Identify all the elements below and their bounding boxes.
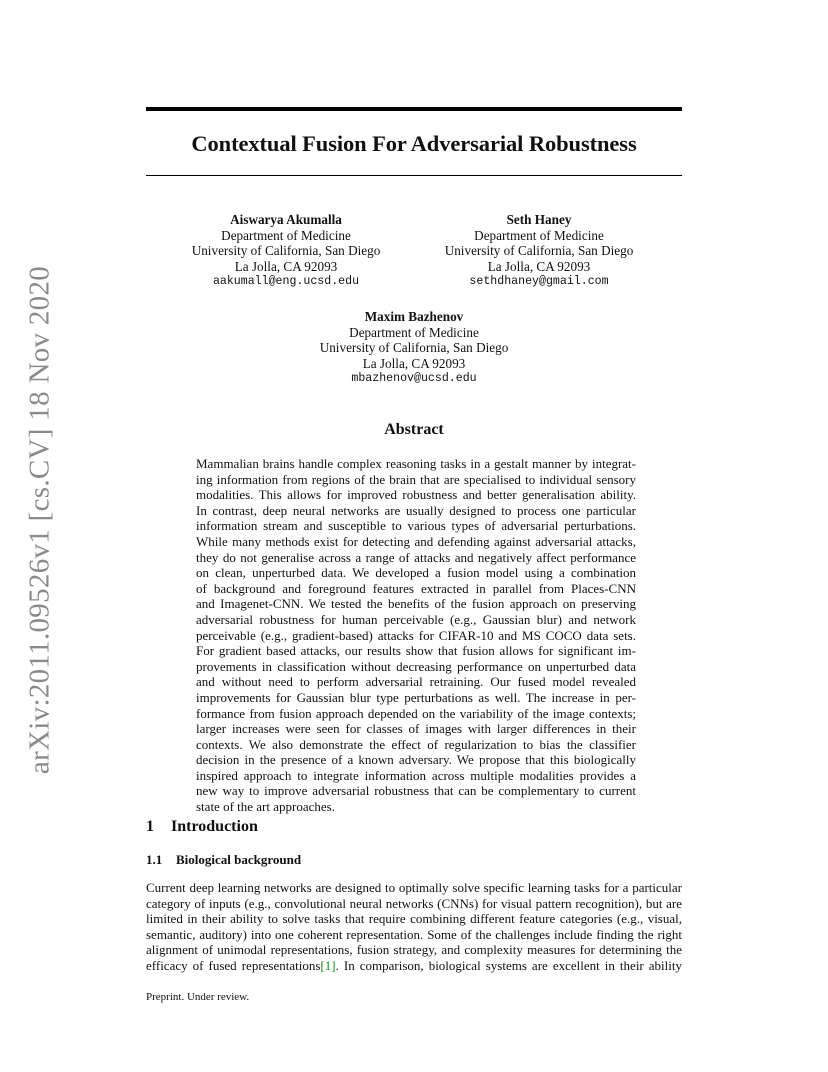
abstract-line: ing information from regions of the brain that are specialised to individual sensory [196,471,636,487]
author-email[interactable]: mbazhenov@ucsd.edu [351,372,477,386]
abstract-line: In contrast, deep neural networks are usually designed to process one particular [196,502,636,518]
paper-title: Contextual Fusion For Adversarial Robustness [191,131,637,156]
abstract-line: and Imagenet-CNN. We tested the benefits of the fusion approach on preserving [196,596,636,612]
abstract-line: Mammalian brains handle complex reasoning tasks in a gestalt manner by integrat- [196,456,636,471]
arxiv-stamp: arXiv:2011.09526v1 [cs.CV] 18 Nov 2020 [23,265,56,775]
title-rule [146,175,682,176]
abstract-heading: Abstract [384,421,444,438]
section-title: Introduction [171,818,258,835]
abstract-line: and without need to perform adversarial retraining. Our fused model revealed [196,674,636,690]
abstract-line: decision in the presence of a known adversary. We propose that this biologically [196,752,636,768]
intro-line: Current deep learning networks are designed to optimally solve specific learning tasks for a particular [146,880,682,895]
abstract-line: inspired approach to integrate information across multiple modalities provides a [196,767,636,783]
author-block-3 [290,309,538,387]
author-city: La Jolla, CA 92093 [362,355,466,371]
author-dept: Department of Medicine [474,227,604,243]
author-name: Maxim Bazhenov [364,309,464,324]
abstract-line: provements in classification without decreasing performance on unperturbed data [196,658,636,674]
author-block-2 [414,212,664,290]
author-block-1 [164,212,408,290]
intro-text: efficacy of fused representations [146,957,321,973]
author-city: La Jolla, CA 92093 [487,258,591,274]
abstract-line: improvements for Gaussian blur type perturbations as well. The increase in per- [196,689,636,705]
intro-line: limited in their ability to solve tasks that require combining different feature categories (e.g., visual, [146,911,682,927]
abstract-line: larger increases were seen for classes of images with larger differences in their [196,721,636,737]
author-name: Aiswarya Akumalla [230,212,342,227]
abstract-line: on clean, unperturbed data. We developed a fusion model using a combination [196,565,636,581]
abstract-line: perceivable (e.g., gradient-based) attacks for CIFAR-10 and MS COCO data sets. [196,627,636,643]
section-heading-introduction [146,818,258,836]
subsection-number: 1.1 [146,852,163,867]
author-city: La Jolla, CA 92093 [234,258,338,274]
citation-link[interactable]: [1] [320,957,336,973]
abstract-line: information stream and susceptible to various types of adversarial perturbations. [196,518,636,534]
intro-paragraph [146,880,682,974]
intro-text: . In comparison, biological systems are excellent in their ability [335,957,683,973]
footer-note: Preprint. Under review. [146,991,250,1003]
author-univ: University of California, San Diego [191,243,381,259]
author-email[interactable]: aakumall@eng.ucsd.edu [212,275,360,289]
abstract-line: contexts. We also demonstrate the effect of regularization to bias the classifier [196,736,636,752]
subsection-title: Biological background [176,852,302,867]
intro-line: alignment of unimodal representations, fusion strategy, and complexity measures for determining the [146,942,682,958]
abstract-line: adversarial robustness for human perceivable (e.g., Gaussian blur) and network [196,611,636,627]
abstract-line: of background and foreground features extracted in parallel from Places-CNN [196,580,636,596]
subsection-heading-biological-background [146,852,301,868]
section-number: 1 [146,818,154,835]
abstract-body [196,456,636,815]
abstract-line: For gradient based attacks, our results show that fusion allows for significant im- [196,643,636,659]
abstract-line: While many methods exist for detecting and defending against adversarial attacks, [196,533,636,549]
intro-line: category of inputs (e.g., convolutional neural networks (CNNs) for visual pattern recognition), but are [146,895,682,911]
intro-line-with-citation [146,958,682,974]
abstract-line: they do not generalise across a range of attacks and negatively affect performance [196,549,636,565]
abstract-line: new way to improve adversarial robustness that can be complementary to current [196,783,636,799]
author-email[interactable]: sethdhaney@gmail.com [469,275,609,289]
author-univ: University of California, San Diego [444,243,634,259]
author-name: Seth Haney [506,212,572,227]
abstract-line: state of the art approaches. [196,799,335,815]
author-dept: Department of Medicine [349,324,479,340]
author-univ: University of California, San Diego [319,340,509,356]
abstract-line: formance from fusion approach depended on the variability of the image contexts; [196,705,636,721]
abstract-line: modalities. This allows for improved robustness and better generalisation ability. [196,487,636,503]
author-dept: Department of Medicine [221,227,351,243]
intro-line: semantic, auditory) into one coherent representation. Some of the challenges include finding the right [146,926,682,942]
top-rule [146,107,682,111]
